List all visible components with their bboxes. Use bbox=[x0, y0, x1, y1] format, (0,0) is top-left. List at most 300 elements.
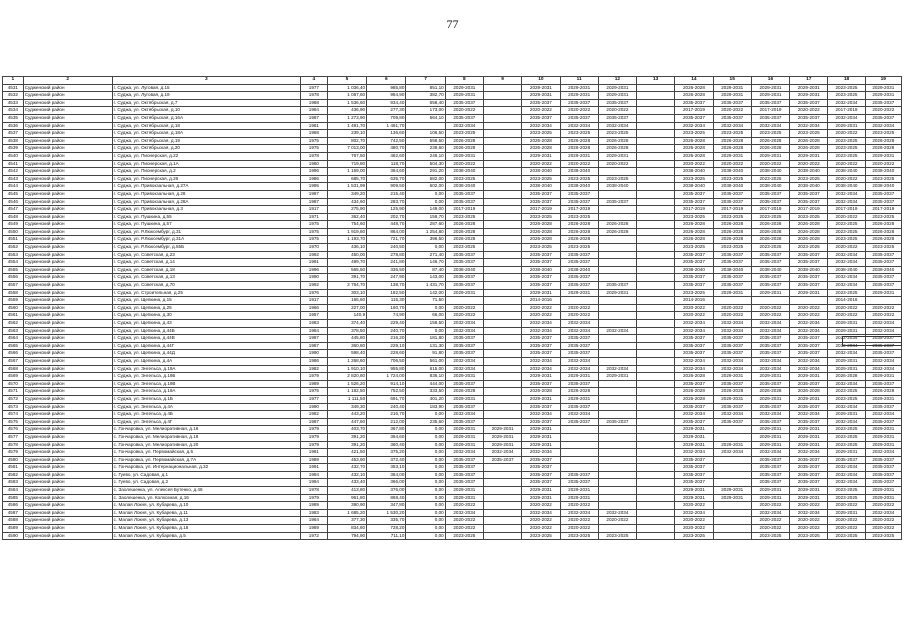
period-cell bbox=[637, 289, 675, 297]
table-row bbox=[3, 411, 902, 419]
period-cell: 2029-2031 bbox=[713, 441, 751, 449]
period-cell: 2035-2037 bbox=[522, 198, 560, 206]
period-cell: 2035-2037 bbox=[522, 251, 560, 259]
area-total-cell: 719,80 bbox=[327, 160, 366, 168]
area-living-cell: 1 530,20 bbox=[367, 509, 406, 517]
column-header-18: 18 bbox=[828, 77, 865, 85]
area-living-cell: 115,30 bbox=[367, 297, 406, 305]
period-cell: 2029-2031 bbox=[828, 411, 865, 419]
address-cell: г. Суджа, ул. Щепкина, д.44В bbox=[112, 335, 300, 343]
period-cell: 2023-2025 bbox=[445, 244, 483, 252]
period-cell: 2032-2034 bbox=[828, 350, 865, 358]
row-number-cell: 4535 bbox=[3, 114, 24, 122]
period-cell: 2038-2040 bbox=[522, 183, 560, 191]
period-cell bbox=[560, 441, 598, 449]
period-cell bbox=[483, 251, 521, 259]
period-cell: 2029-2031 bbox=[828, 449, 865, 457]
district-cell: Судженский район bbox=[23, 137, 112, 145]
period-cell: 2035-2037 bbox=[751, 114, 789, 122]
district-cell: Судженский район bbox=[23, 350, 112, 358]
period-cell: 2026-2028 bbox=[751, 388, 789, 396]
period-cell: 2035-2037 bbox=[522, 350, 560, 358]
period-cell: 2035-2037 bbox=[522, 479, 560, 487]
year-cell: 1992 bbox=[300, 251, 327, 259]
area-total-cell: 445,80 bbox=[327, 335, 366, 343]
period-cell: 2029-2031 bbox=[522, 494, 560, 502]
period-cell: 2038-2040 bbox=[675, 168, 713, 176]
period-cell: 2035-2037 bbox=[675, 418, 713, 426]
area-living-cell: 118,70 bbox=[367, 160, 406, 168]
period-cell bbox=[637, 221, 675, 229]
area-other-cell: 0,00 bbox=[406, 304, 445, 312]
period-cell bbox=[483, 509, 521, 517]
area-living-cell: 278,80 bbox=[367, 251, 406, 259]
period-cell: 2035-2037 bbox=[865, 479, 901, 487]
district-cell: Судженский район bbox=[23, 464, 112, 472]
period-cell: 2032-2034 bbox=[560, 411, 598, 419]
period-cell: 2035-2037 bbox=[445, 114, 483, 122]
period-cell bbox=[637, 92, 675, 100]
period-cell: 2035-2037 bbox=[445, 456, 483, 464]
table-row bbox=[3, 198, 902, 206]
period-cell: 2035-2037 bbox=[675, 464, 713, 472]
period-cell: 2023-2025 bbox=[713, 244, 751, 252]
period-cell: 2020-2022 bbox=[828, 312, 865, 320]
period-cell bbox=[637, 259, 675, 267]
period-cell: 2035-2037 bbox=[675, 403, 713, 411]
period-cell: 2032-2034 bbox=[828, 403, 865, 411]
period-cell: 2020-2022 bbox=[790, 304, 828, 312]
period-cell: 2032-2034 bbox=[751, 411, 789, 419]
period-cell: 2026-2028 bbox=[598, 137, 636, 145]
period-cell bbox=[483, 213, 521, 221]
period-cell: 2035-2037 bbox=[865, 259, 901, 267]
area-total-cell: 1 491,70 bbox=[327, 122, 366, 130]
period-cell: 2029-2031 bbox=[790, 487, 828, 495]
period-cell: 2032-2034 bbox=[713, 365, 751, 373]
period-cell: 2026-2028 bbox=[560, 145, 598, 153]
row-number-cell: 4547 bbox=[3, 206, 24, 214]
period-cell: 2029-2031 bbox=[790, 289, 828, 297]
period-cell bbox=[483, 357, 521, 365]
area-other-cell: 0,00 bbox=[406, 464, 445, 472]
period-cell: 2023-2025 bbox=[522, 130, 560, 138]
area-total-cell: 598,40 bbox=[327, 350, 366, 358]
document-sheet bbox=[0, 76, 905, 540]
row-number-cell: 4544 bbox=[3, 183, 24, 191]
area-other-cell: 106,50 bbox=[406, 130, 445, 138]
year-cell: 1979 bbox=[300, 426, 327, 434]
district-cell: Судженский район bbox=[23, 418, 112, 426]
district-cell: Судженский район bbox=[23, 365, 112, 373]
period-cell bbox=[637, 494, 675, 502]
period-cell bbox=[598, 213, 636, 221]
period-cell: 2032-2034 bbox=[445, 327, 483, 335]
area-total-cell: 7 013,00 bbox=[327, 145, 366, 153]
period-cell: 2026-2028 bbox=[522, 388, 560, 396]
address-cell: г. Суджа, ул. Строительная, д.25 bbox=[112, 289, 300, 297]
area-total-cell: 1 536,60 bbox=[327, 99, 366, 107]
period-cell: 2032-2034 bbox=[483, 449, 521, 457]
table-row bbox=[3, 433, 902, 441]
period-cell: 2029-2031 bbox=[560, 373, 598, 381]
row-number-cell: 4540 bbox=[3, 152, 24, 160]
area-total-cell: 961,80 bbox=[327, 494, 366, 502]
area-other-cell: 0,00 bbox=[406, 487, 445, 495]
year-cell: 1964 bbox=[300, 517, 327, 525]
area-other-cell: 235,60 bbox=[406, 418, 445, 426]
area-living-cell: 241,80 bbox=[367, 259, 406, 267]
period-cell bbox=[483, 221, 521, 229]
period-cell: 2035-2037 bbox=[675, 335, 713, 343]
row-number-cell: 4577 bbox=[3, 433, 24, 441]
address-cell: с. Малая Локня, ул. Кубарева, д.5 bbox=[112, 532, 300, 540]
period-cell: 2026-2028 bbox=[598, 228, 636, 236]
period-cell: 2035-2037 bbox=[560, 190, 598, 198]
period-cell: 2035-2037 bbox=[560, 335, 598, 343]
period-cell: 2026-2028 bbox=[675, 84, 713, 92]
period-cell: 2032-2034 bbox=[828, 259, 865, 267]
period-cell bbox=[483, 320, 521, 328]
area-total-cell: 433,40 bbox=[327, 479, 366, 487]
period-cell: 2023-2025 bbox=[828, 532, 865, 540]
row-number-cell: 4585 bbox=[3, 494, 24, 502]
period-cell: 2035-2037 bbox=[713, 99, 751, 107]
table-row bbox=[3, 509, 902, 517]
table-row bbox=[3, 266, 902, 274]
column-header-8: 8 bbox=[445, 77, 483, 85]
period-cell: 2023-2025 bbox=[865, 175, 901, 183]
period-cell: 2032-2034 bbox=[675, 411, 713, 419]
district-cell: Судженский район bbox=[23, 441, 112, 449]
area-total-cell: 378,50 bbox=[327, 327, 366, 335]
period-cell: 2032-2034 bbox=[675, 509, 713, 517]
period-cell: 2020-2022 bbox=[790, 312, 828, 320]
area-other-cell: 0,00 bbox=[406, 494, 445, 502]
period-cell: 2020-2022 bbox=[828, 304, 865, 312]
district-cell: Судженский район bbox=[23, 130, 112, 138]
period-cell: 2023-2025 bbox=[560, 213, 598, 221]
area-total-cell: 1 036,40 bbox=[327, 84, 366, 92]
area-total-cell: 2 764,70 bbox=[327, 282, 366, 290]
table-row bbox=[3, 114, 902, 122]
row-number-cell: 4574 bbox=[3, 411, 24, 419]
area-other-cell: 0,00 bbox=[406, 433, 445, 441]
area-living-cell: 182,50 bbox=[367, 289, 406, 297]
area-total-cell: 1 193,70 bbox=[327, 236, 366, 244]
area-other-cell: 173,00 bbox=[406, 107, 445, 115]
period-cell: 2032-2034 bbox=[828, 251, 865, 259]
period-cell: 2020-2022 bbox=[598, 517, 636, 525]
address-cell: с. Гончаровка, ул. Первомайская, д.7А bbox=[112, 456, 300, 464]
period-cell bbox=[483, 266, 521, 274]
year-cell: 1981 bbox=[300, 122, 327, 130]
period-cell bbox=[560, 456, 598, 464]
period-cell bbox=[598, 335, 636, 343]
area-total-cell: 349,20 bbox=[327, 190, 366, 198]
period-cell bbox=[713, 517, 751, 525]
period-cell: 2020-2022 bbox=[828, 213, 865, 221]
period-cell: 2029-2031 bbox=[828, 509, 865, 517]
row-number-cell: 4550 bbox=[3, 228, 24, 236]
period-cell: 2029-2031 bbox=[675, 494, 713, 502]
period-cell: 2026-2028 bbox=[790, 236, 828, 244]
period-cell: 2017-2019 bbox=[751, 107, 789, 115]
period-cell bbox=[713, 532, 751, 540]
period-cell: 2032-2034 bbox=[790, 365, 828, 373]
period-cell: 2026-2028 bbox=[522, 228, 560, 236]
period-cell: 2023-2025 bbox=[522, 175, 560, 183]
column-header-15: 15 bbox=[713, 77, 751, 85]
period-cell bbox=[637, 342, 675, 350]
period-cell: 2029-2031 bbox=[828, 357, 865, 365]
year-cell: 1977 bbox=[300, 395, 327, 403]
period-cell bbox=[637, 487, 675, 495]
period-cell: 2032-2034 bbox=[560, 327, 598, 335]
period-cell: 2023-2025 bbox=[751, 213, 789, 221]
period-cell bbox=[483, 342, 521, 350]
period-cell: 2035-2037 bbox=[713, 403, 751, 411]
area-living-cell: 728,20 bbox=[367, 525, 406, 533]
period-cell: 2020-2022 bbox=[522, 160, 560, 168]
area-total-cell: 2 820,80 bbox=[327, 373, 366, 381]
area-total-cell: 802,70 bbox=[327, 137, 366, 145]
period-cell bbox=[483, 130, 521, 138]
period-cell: 2035-2037 bbox=[522, 418, 560, 426]
period-cell bbox=[637, 198, 675, 206]
period-cell: 2029-2031 bbox=[522, 395, 560, 403]
period-cell: 2035-2037 bbox=[675, 190, 713, 198]
table-row bbox=[3, 190, 902, 198]
period-cell: 2020-2022 bbox=[828, 517, 865, 525]
period-cell: 2035-2037 bbox=[560, 479, 598, 487]
row-number-cell: 4580 bbox=[3, 456, 24, 464]
period-cell bbox=[483, 502, 521, 510]
period-cell: 2032-2034 bbox=[713, 449, 751, 457]
period-cell bbox=[637, 388, 675, 396]
period-cell: 2020-2022 bbox=[865, 107, 901, 115]
period-cell: 2035-2037 bbox=[865, 114, 901, 122]
address-cell: г. Суджа, ул. Советская, д.70 bbox=[112, 282, 300, 290]
row-number-cell: 4569 bbox=[3, 373, 24, 381]
district-cell: Судженский район bbox=[23, 92, 112, 100]
area-living-cell: 864,00 bbox=[367, 228, 406, 236]
period-cell bbox=[598, 411, 636, 419]
period-cell bbox=[483, 395, 521, 403]
period-cell bbox=[598, 479, 636, 487]
district-cell: Судженский район bbox=[23, 502, 112, 510]
period-cell: 2023-2025 bbox=[828, 289, 865, 297]
table-row bbox=[3, 517, 902, 525]
period-cell: 2017-2019 bbox=[828, 206, 865, 214]
period-cell: 2035-2037 bbox=[713, 251, 751, 259]
period-cell: 2029-2031 bbox=[751, 426, 789, 434]
period-cell: 2032-2034 bbox=[790, 357, 828, 365]
period-cell: 2035-2037 bbox=[560, 198, 598, 206]
year-cell: 1987 bbox=[300, 190, 327, 198]
area-living-cell: 984,90 bbox=[367, 92, 406, 100]
period-cell bbox=[637, 137, 675, 145]
area-living-cell: 742,50 bbox=[367, 137, 406, 145]
period-cell bbox=[483, 388, 521, 396]
period-cell: 2020-2022 bbox=[560, 160, 598, 168]
address-cell: г. Суджа, ул. Щепкина, д.4А bbox=[112, 357, 300, 365]
period-cell: 2020-2022 bbox=[713, 160, 751, 168]
period-cell: 2026-2028 bbox=[865, 145, 901, 153]
table-row bbox=[3, 380, 902, 388]
period-cell bbox=[637, 509, 675, 517]
period-cell: 2035-2037 bbox=[675, 479, 713, 487]
area-living-cell: 909,50 bbox=[367, 183, 406, 191]
period-cell bbox=[598, 403, 636, 411]
area-other-cell: 1 254,80 bbox=[406, 228, 445, 236]
period-cell: 2032-2034 bbox=[790, 509, 828, 517]
table-row bbox=[3, 320, 902, 328]
year-cell: 1994 bbox=[300, 471, 327, 479]
period-cell: 2035-2037 bbox=[675, 350, 713, 358]
period-cell: 2023-2025 bbox=[828, 228, 865, 236]
period-cell bbox=[598, 244, 636, 252]
area-other-cell: 0,00 bbox=[406, 479, 445, 487]
row-number-cell: 4573 bbox=[3, 403, 24, 411]
period-cell: 2035-2037 bbox=[713, 342, 751, 350]
period-cell: 2032-2034 bbox=[865, 449, 901, 457]
period-cell: 2035-2037 bbox=[751, 403, 789, 411]
period-cell bbox=[637, 502, 675, 510]
period-cell: 2029-2031 bbox=[713, 373, 751, 381]
period-cell: 2026-2028 bbox=[751, 228, 789, 236]
area-total-cell: 390,90 bbox=[327, 502, 366, 510]
area-total-cell: 450,00 bbox=[327, 251, 366, 259]
period-cell bbox=[483, 494, 521, 502]
period-cell: 2029-2031 bbox=[865, 152, 901, 160]
period-cell: 2035-2037 bbox=[790, 471, 828, 479]
period-cell: 2023-2025 bbox=[713, 213, 751, 221]
district-cell: Судженский район bbox=[23, 236, 112, 244]
period-cell: 2020-2022 bbox=[675, 525, 713, 533]
address-cell: г. Суджа, ул. Щепкина, д.44Д bbox=[112, 350, 300, 358]
period-cell bbox=[483, 206, 521, 214]
district-cell: Судженский район bbox=[23, 251, 112, 259]
period-cell: 2035-2037 bbox=[790, 259, 828, 267]
period-cell: 2026-2028 bbox=[522, 145, 560, 153]
address-cell: г. Суджа, ул. Энгельса, д.1Б bbox=[112, 395, 300, 403]
table-row bbox=[3, 479, 902, 487]
row-number-cell: 4545 bbox=[3, 190, 24, 198]
period-cell: 2023-2025 bbox=[828, 152, 865, 160]
row-number-cell: 4584 bbox=[3, 487, 24, 495]
period-cell: 2032-2034 bbox=[865, 365, 901, 373]
address-cell: г. Суджа, ул. Советская, д.14 bbox=[112, 259, 300, 267]
period-cell: 2035-2037 bbox=[560, 99, 598, 107]
period-cell: 2017-2019 bbox=[675, 107, 713, 115]
period-cell bbox=[560, 433, 598, 441]
period-cell: 2032-2034 bbox=[751, 357, 789, 365]
table-row bbox=[3, 388, 902, 396]
period-cell: 2032-2034 bbox=[560, 365, 598, 373]
period-cell: 2020-2022 bbox=[713, 312, 751, 320]
period-cell: 2038-2040 bbox=[598, 183, 636, 191]
address-cell: с. Малая Локня, ул. Кубарева, д.11 bbox=[112, 509, 300, 517]
period-cell: 2026-2028 bbox=[445, 236, 483, 244]
district-cell: Судженский район bbox=[23, 517, 112, 525]
year-cell: 1990 bbox=[300, 403, 327, 411]
area-other-cell: 0,00 bbox=[406, 449, 445, 457]
period-cell: 2023-2025 bbox=[713, 175, 751, 183]
area-total-cell: 377,30 bbox=[327, 517, 366, 525]
area-total-cell: 1 685,20 bbox=[327, 509, 366, 517]
area-other-cell: 0,00 bbox=[406, 517, 445, 525]
area-total-cell: 275,90 bbox=[327, 206, 366, 214]
district-cell: Судженский район bbox=[23, 114, 112, 122]
year-cell: 1992 bbox=[300, 282, 327, 290]
area-other-cell: 504,30 bbox=[406, 160, 445, 168]
period-cell: 2023-2025 bbox=[865, 532, 901, 540]
period-cell: 2035-2037 bbox=[598, 418, 636, 426]
period-cell: 2035-2037 bbox=[560, 418, 598, 426]
table-row bbox=[3, 494, 902, 502]
period-cell bbox=[637, 380, 675, 388]
period-cell bbox=[598, 464, 636, 472]
area-living-cell: 1 491,70 bbox=[367, 122, 406, 130]
row-number-cell: 4531 bbox=[3, 84, 24, 92]
period-cell: 2029-2031 bbox=[713, 92, 751, 100]
period-cell: 2026-2028 bbox=[522, 137, 560, 145]
period-cell: 2032-2034 bbox=[865, 327, 901, 335]
column-header-6: 6 bbox=[367, 77, 406, 85]
period-cell: 2023-2025 bbox=[828, 494, 865, 502]
area-living-cell: 277,30 bbox=[367, 107, 406, 115]
district-cell: Судженский район bbox=[23, 228, 112, 236]
period-cell: 2035-2037 bbox=[865, 335, 901, 343]
period-cell bbox=[483, 92, 521, 100]
period-cell bbox=[637, 525, 675, 533]
district-cell: Судженский район bbox=[23, 327, 112, 335]
period-cell: 2020-2022 bbox=[828, 175, 865, 183]
period-cell: 2020-2022 bbox=[675, 312, 713, 320]
period-cell bbox=[483, 365, 521, 373]
period-cell: 2029-2031 bbox=[522, 84, 560, 92]
period-cell: 2038-2040 bbox=[713, 168, 751, 176]
address-cell: г. Суджа, ул. Щепкина, д.43 bbox=[112, 320, 300, 328]
period-cell bbox=[713, 509, 751, 517]
year-cell: 1990 bbox=[300, 350, 327, 358]
table-row bbox=[3, 297, 902, 305]
year-cell: 1987 bbox=[300, 418, 327, 426]
area-living-cell: 480,70 bbox=[367, 145, 406, 153]
period-cell: 2035-2037 bbox=[790, 198, 828, 206]
area-other-cell: 836,10 bbox=[406, 373, 445, 381]
period-cell: 2035-2037 bbox=[713, 114, 751, 122]
period-cell: 2035-2037 bbox=[560, 274, 598, 282]
period-cell bbox=[865, 297, 901, 305]
period-cell: 2035-2037 bbox=[713, 198, 751, 206]
row-number-cell: 4586 bbox=[3, 502, 24, 510]
row-number-cell: 4575 bbox=[3, 418, 24, 426]
period-cell bbox=[637, 320, 675, 328]
table-row bbox=[3, 244, 902, 252]
period-cell bbox=[445, 297, 483, 305]
period-cell: 2023-2025 bbox=[598, 130, 636, 138]
period-cell: 2026-2028 bbox=[675, 373, 713, 381]
period-cell bbox=[560, 449, 598, 457]
column-number-row bbox=[3, 77, 902, 85]
address-cell: г. Суджа, ул. Пионерская, д.1А bbox=[112, 160, 300, 168]
year-cell: 1957 bbox=[300, 312, 327, 320]
area-other-cell: 0,00 bbox=[406, 411, 445, 419]
period-cell: 2023-2025 bbox=[675, 244, 713, 252]
period-cell: 2020-2022 bbox=[751, 160, 789, 168]
